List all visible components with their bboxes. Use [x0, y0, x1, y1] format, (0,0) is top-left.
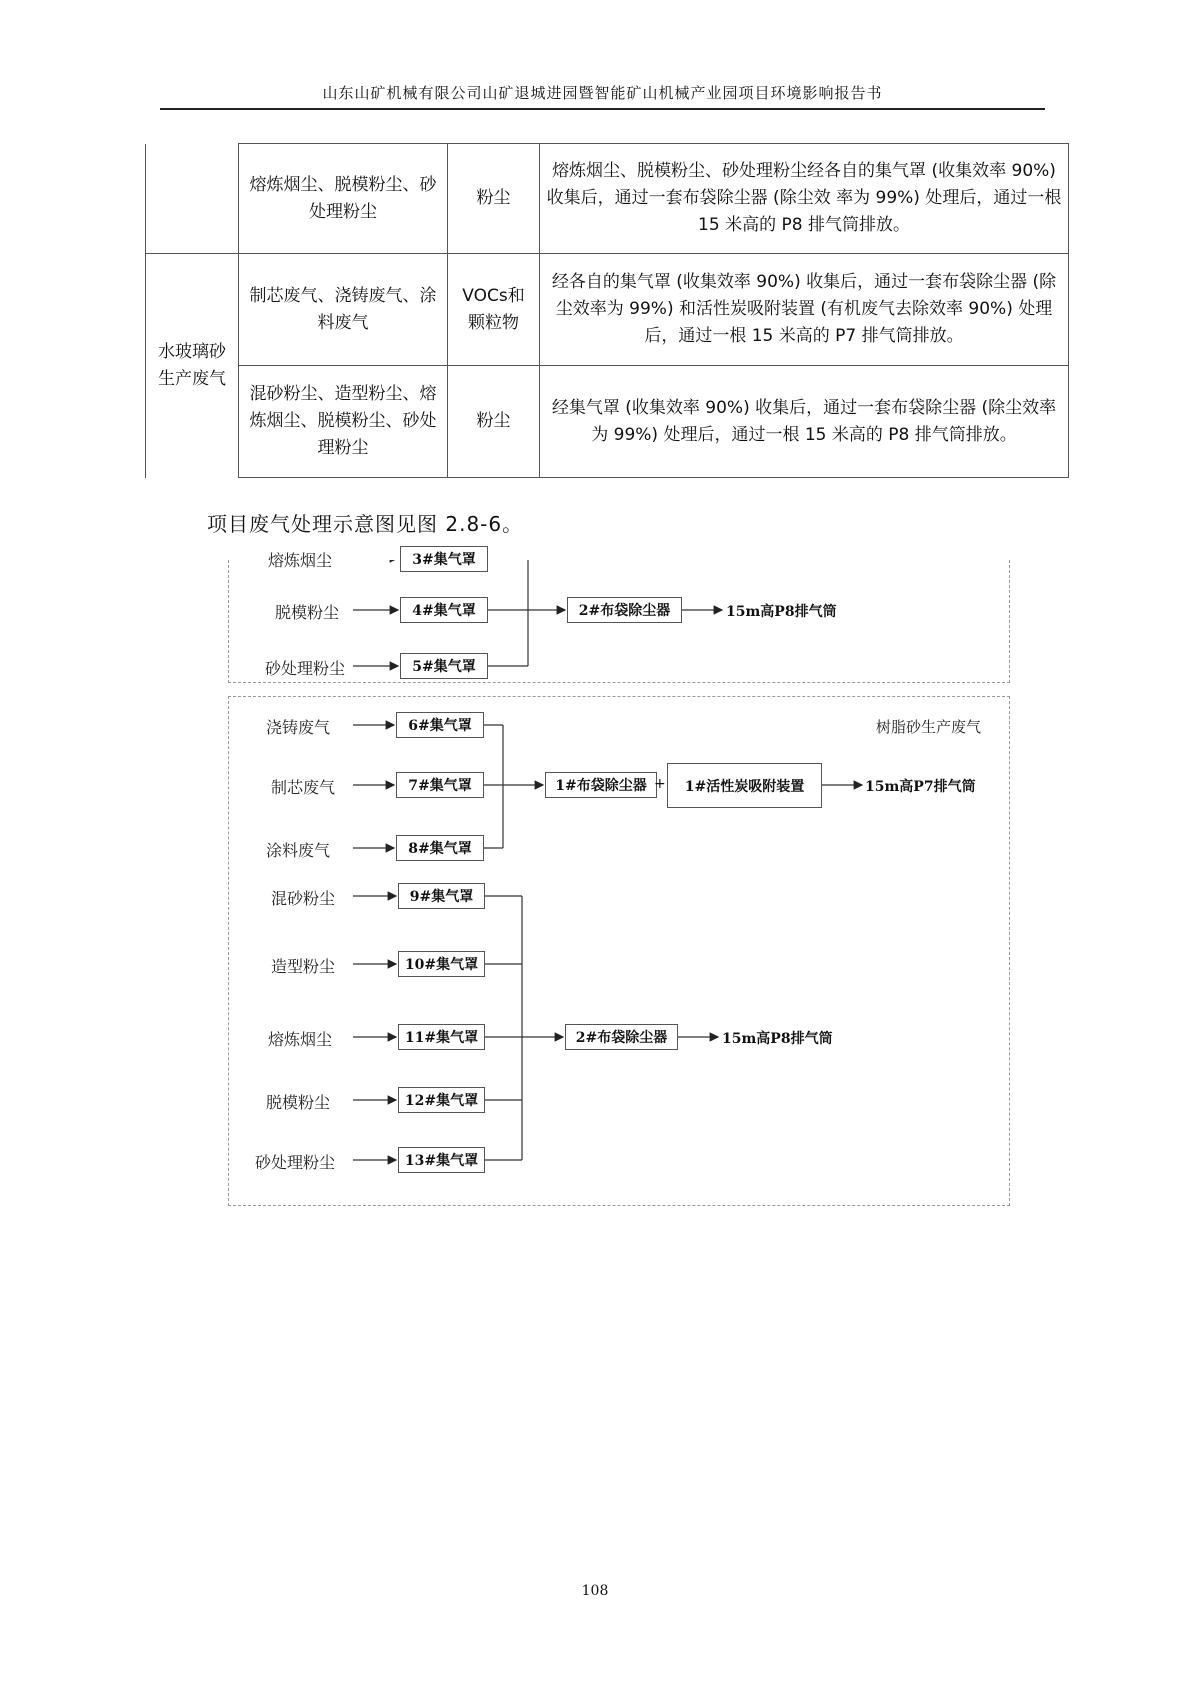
source-label: 涂料废气	[266, 841, 331, 860]
category-cell	[146, 144, 239, 254]
source-label: 造型粉尘	[271, 957, 336, 976]
bag-filter-box: 2#布袋除尘器	[565, 1024, 678, 1050]
measure-cell: 经集气罩 (收集效率 90%) 收集后，通过一套布袋除尘器 (除尘效率为 99%) 处理后，通过一根 15 米高的 P8 排气筒排放。	[540, 366, 1069, 478]
source-label: 脱模粉尘	[275, 603, 340, 622]
source-cell: 熔炼烟尘、脱模粉尘、砂处理粉尘	[239, 144, 448, 254]
source-label: 熔炼烟尘	[268, 551, 333, 570]
hood-box: 12#集气罩	[398, 1087, 485, 1113]
source-label: 砂处理粉尘	[265, 659, 346, 678]
bag-filter-box: 1#布袋除尘器	[545, 772, 657, 798]
category-cell: 水玻璃砂生产废气	[146, 254, 239, 478]
measure-cell: 熔炼烟尘、脱模粉尘、砂处理粉尘经各自的集气罩 (收集效率 90%) 收集后，通过一套布袋除尘器 (除尘效 率为 99%) 处理后，通过一根 15 米高的 P8 排气筒排放。	[540, 144, 1069, 254]
source-label: 混砂粉尘	[271, 889, 336, 908]
carbon-adsorber-box: 1#活性炭吸附装置	[667, 763, 822, 808]
hood-box: 9#集气罩	[398, 883, 485, 909]
hood-box: 4#集气罩	[400, 597, 488, 623]
stack-label: 15m高P8排气筒	[722, 1031, 833, 1047]
page-number: 108	[581, 1583, 609, 1599]
source-label: 熔炼烟尘	[268, 1030, 333, 1049]
hood-box: 8#集气罩	[396, 835, 484, 861]
bag-filter-box: 2#布袋除尘器	[567, 597, 682, 623]
source-label: 浇铸废气	[266, 718, 331, 737]
hood-box: 13#集气罩	[398, 1147, 485, 1173]
header-rule	[160, 108, 1045, 110]
waste-gas-treatment-diagram	[228, 551, 1018, 1220]
pollutant-cell: 粉尘	[448, 366, 540, 478]
source-cell: 制芯废气、浇铸废气、涂料废气	[239, 254, 448, 366]
waste-gas-table	[145, 143, 1069, 478]
hood-box: 10#集气罩	[398, 951, 485, 977]
pollutant-cell: 粉尘	[448, 144, 540, 254]
source-cell: 混砂粉尘、造型粉尘、熔炼烟尘、脱模粉尘、砂处理粉尘	[239, 366, 448, 478]
table-row	[146, 144, 1069, 254]
hood-box: 6#集气罩	[396, 712, 484, 738]
group-title: 树脂砂生产废气	[876, 718, 982, 736]
pollutant-cell: VOCs和颗粒物	[448, 254, 540, 366]
source-label: 砂处理粉尘	[255, 1153, 336, 1172]
measure-cell: 经各自的集气罩 (收集效率 90%) 收集后，通过一套布袋除尘器 (除尘效率为 99%) 和活性炭吸附装置 (有机废气去除效率 90%) 处理后，通过一根 15 米高的 P7 排气筒排放。	[540, 254, 1069, 366]
stack-label: 15m高P7排气筒	[865, 779, 976, 795]
hood-box: 3#集气罩	[400, 546, 488, 572]
connector-lines	[228, 560, 1018, 1220]
hood-box: 5#集气罩	[400, 653, 488, 679]
plus-sign: +	[654, 776, 666, 792]
stack-label: 15m高P8排气筒	[726, 604, 837, 620]
source-label: 脱模粉尘	[266, 1093, 331, 1112]
figure-reference: 项目废气处理示意图见图 2.8-6。	[207, 512, 524, 536]
source-label: 制芯废气	[271, 778, 336, 797]
hood-box: 11#集气罩	[398, 1024, 485, 1050]
document-header: 山东山矿机械有限公司山矿退城进园暨智能矿山机械产业园项目环境影响报告书	[322, 84, 883, 102]
table-bottom-rule	[238, 477, 1068, 478]
hood-box: 7#集气罩	[396, 772, 484, 798]
table-row	[146, 254, 1069, 366]
table-row	[146, 366, 1069, 478]
